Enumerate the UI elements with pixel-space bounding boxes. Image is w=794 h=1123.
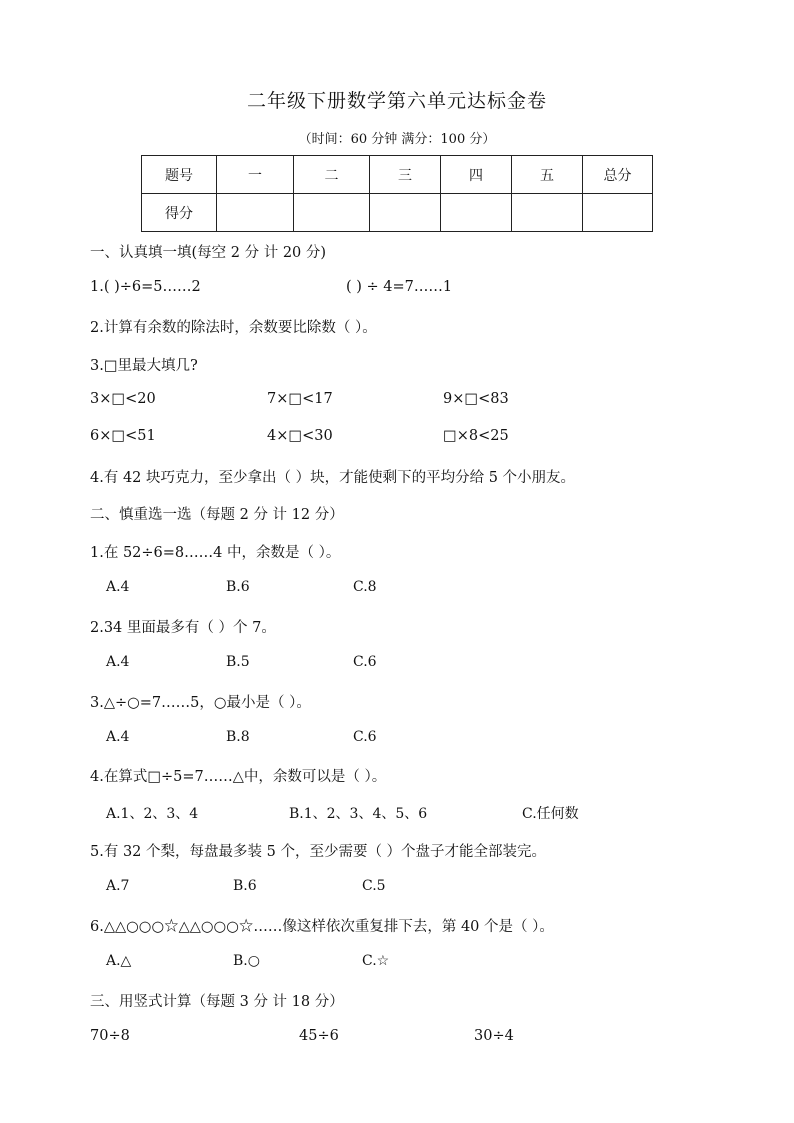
exam-info: （时间：60 分钟 满分：100 分） xyxy=(298,132,496,147)
choice-option[interactable]: C.6 xyxy=(353,729,377,745)
header-cell: 四 xyxy=(441,156,512,194)
question-4: 4.有 42 块巧克力，至少拿出（ ）块，才能使剩下的平均分给 5 个小朋友。 xyxy=(90,470,576,486)
header-cell: 三 xyxy=(370,156,441,194)
division-item: 70÷8 xyxy=(90,1028,130,1044)
inequality-item: □×8<25 xyxy=(443,428,509,444)
question-2: 2.计算有余数的除法时，余数要比除数（ ）。 xyxy=(90,320,377,336)
choice-option[interactable]: B.8 xyxy=(226,729,250,745)
choice-option[interactable]: B.5 xyxy=(226,654,250,670)
choice-option[interactable]: B.1、2、3、4、5、6 xyxy=(289,806,428,822)
score-table-header-row xyxy=(142,156,653,194)
choice-question: 5.有 32 个梨，每盘最多装 5 个，至少需要（ ）个盘子才能全部装完。 xyxy=(90,844,547,860)
question-3: 3.□里最大填几? xyxy=(90,358,198,374)
choice-option[interactable]: C.☆ xyxy=(362,953,390,969)
header-cell: 五 xyxy=(512,156,583,194)
choice-option[interactable]: C.6 xyxy=(353,654,377,670)
inequality-item: 3×□<20 xyxy=(90,391,156,407)
choice-option[interactable]: A.△ xyxy=(106,953,132,969)
score-cell[interactable] xyxy=(441,194,512,232)
choice-option[interactable]: A.1、2、3、4 xyxy=(106,806,199,822)
page-title: 二年级下册数学第六单元达标金卷 xyxy=(246,90,547,112)
choice-option[interactable]: B.○ xyxy=(233,953,260,969)
score-table xyxy=(141,155,653,232)
inequality-item: 6×□<51 xyxy=(90,428,156,444)
choice-option[interactable]: C.8 xyxy=(353,579,377,595)
choice-question: 3.△÷○=7……5，○最小是（ ）。 xyxy=(90,695,311,711)
choice-option[interactable]: C.任何数 xyxy=(522,806,579,822)
inequality-item: 7×□<17 xyxy=(267,391,333,407)
question-1a: 1.( )÷6=5……2 xyxy=(90,279,201,295)
inequality-item: 4×□<30 xyxy=(267,428,333,444)
choice-option[interactable]: A.4 xyxy=(106,579,130,595)
score-table-score-row xyxy=(142,194,653,232)
choice-option[interactable]: B.6 xyxy=(233,878,257,894)
header-cell: 二 xyxy=(294,156,370,194)
section-heading: 二、慎重选一选（每题 2 分 计 12 分） xyxy=(90,507,344,523)
choice-question: 2.34 里面最多有（ ）个 7。 xyxy=(90,620,276,636)
choice-option[interactable]: C.5 xyxy=(362,878,386,894)
choice-option[interactable]: A.4 xyxy=(106,729,130,745)
score-cell[interactable] xyxy=(512,194,583,232)
inequality-item: 9×□<83 xyxy=(443,391,509,407)
row-label: 得分 xyxy=(142,194,217,232)
score-cell[interactable] xyxy=(370,194,441,232)
score-cell[interactable] xyxy=(217,194,294,232)
choice-option[interactable]: A.4 xyxy=(106,654,130,670)
choice-question: 4.在算式□÷5=7……△中，余数可以是（ ）。 xyxy=(90,769,387,785)
choice-option[interactable]: B.6 xyxy=(226,579,250,595)
choice-option[interactable]: A.7 xyxy=(106,878,130,894)
division-item: 30÷4 xyxy=(474,1028,514,1044)
header-cell: 一 xyxy=(217,156,294,194)
choice-question: 6.△△○○○☆△△○○○☆……像这样依次重复排下去，第 40 个是（ ）。 xyxy=(90,919,554,935)
division-item: 45÷6 xyxy=(299,1028,339,1044)
header-cell: 题号 xyxy=(142,156,217,194)
question-1b: ( ) ÷ 4=7……1 xyxy=(346,279,453,295)
header-cell: 总分 xyxy=(583,156,653,194)
score-cell[interactable] xyxy=(294,194,370,232)
section-heading: 一、认真填一填(每空 2 分 计 20 分) xyxy=(90,245,327,261)
section-heading: 三、用竖式计算（每题 3 分 计 18 分） xyxy=(90,994,344,1010)
score-cell[interactable] xyxy=(583,194,653,232)
choice-question: 1.在 52÷6=8……4 中，余数是（ ）。 xyxy=(90,545,341,561)
